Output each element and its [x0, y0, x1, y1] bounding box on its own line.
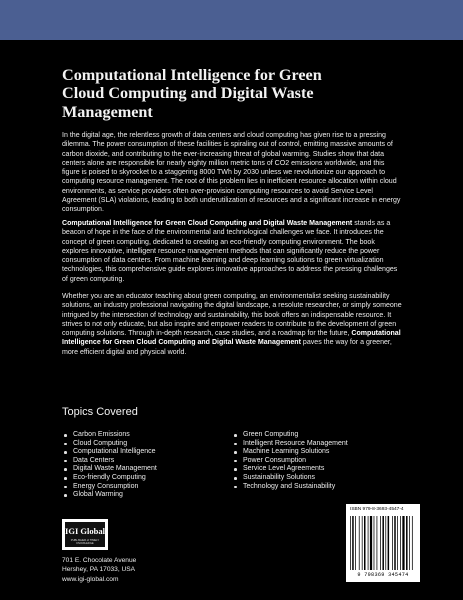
paragraph-1-text: In the digital age, the relentless growth of data centers and cloud computing has given rise to a pressing dilemma. The power consumption of these facilities is spiraling out of control, emitting massive amounts of carbon dioxide, and contributing to the ever-increasing threat of global warming. Studies show that data centers alone are responsible for nearly eighty million metric tons of CO2 emissions worldwide, and this figure is poised to skyrocket to a staggering 8000 TWh by 2030 unless we revolutionize our approach to computing resource management. The root of this problem lies in inefficient resource allocation within cloud environments, as service providers often over-provision computing resources to avoid Service Level Agreement (SLA) violations, leading to both underutilization of resources and a significant increase in energy consumption.: [62, 132, 401, 214]
barcode-bar: [397, 516, 398, 570]
barcode-panel: [346, 504, 420, 582]
barcode-bar: [382, 516, 384, 570]
barcode-bar: [385, 516, 386, 570]
barcode-icon: [350, 516, 416, 571]
barcode-number: 9 798369 345474: [357, 572, 409, 578]
barcode-bar: [388, 516, 390, 570]
logo-background: [65, 522, 105, 547]
topic-item: Energy Consumption: [62, 483, 157, 492]
logo-tagline: PUBLISHER of TIMELY KNOWLEDGE: [70, 539, 100, 546]
topic-item: Power Consumption: [232, 457, 348, 466]
barcode-bar: [374, 516, 375, 570]
title-line-2: Cloud Computing and Digital Waste: [62, 84, 314, 103]
address-city: Hershey, PA 17033, USA: [62, 566, 136, 574]
topic-item: Cloud Computing: [62, 440, 157, 449]
isbn-label: ISBN 979-8-3693-4547-4: [350, 507, 404, 512]
topic-item: Green Computing: [232, 431, 348, 440]
topic-item: Computational Intelligence: [62, 448, 157, 457]
publisher-website[interactable]: www.igi-global.com: [62, 575, 119, 583]
paragraph-2-body: stands as a beacon of hope in the face of the environmental and technological challenges we face. It introduces the concept of green computing, dedicated to creating an eco-friendly computing environment. The book explores innovative, intelligent resource management methods that can significantly reduce the power consumption of data centers. From machine learning and deep learning solutions to green virtualization technologies, this comprehensive guide explores innovative approaches to address the pressing challenges of green computing.: [62, 220, 398, 283]
topic-item: Technology and Sustainability: [232, 483, 348, 492]
topic-item: Global Warming: [62, 491, 157, 500]
barcode-bar: [377, 516, 378, 570]
publisher-address: [62, 556, 136, 584]
barcode-bar: [370, 516, 372, 570]
topic-item: Carbon Emissions: [62, 431, 157, 440]
topics-heading: Topics Covered: [62, 406, 138, 418]
barcode-bar: [409, 516, 410, 570]
description-paragraph-1: [62, 131, 402, 215]
barcode-bar: [400, 516, 401, 570]
topic-item: Sustainability Solutions: [232, 474, 348, 483]
publisher-logo: [62, 519, 108, 550]
barcode-bar: [402, 516, 404, 570]
logo-name: IGI Global: [65, 526, 105, 536]
topic-item: Data Centers: [62, 457, 157, 466]
description-paragraph-2: [62, 219, 402, 284]
description-paragraph-3: [62, 292, 402, 357]
topic-item: Intelligent Resource Management: [232, 440, 348, 449]
barcode-bar: [406, 516, 408, 570]
paragraph-3-start: Whether you are an educator teaching about green computing, an environmentalist seeking sustainability solutions, an industry professional navigating the digital landscape, a resolute researcher, or simply someone intrigued by the intersection of technology and sustainability, this book offers an indispensable resource. It strives to not only educate, but also inspire and empower readers to contribute to the development of green computing solutions. Through in-depth research, case studies, and a roadmap for the future,: [62, 293, 402, 338]
topic-item: Service Level Agreements: [232, 465, 348, 474]
topic-item: Eco-friendly Computing: [62, 474, 157, 483]
barcode-bar: [380, 516, 381, 570]
barcode-bar: [394, 516, 396, 570]
barcode-bar: [392, 516, 393, 570]
paragraph-3-text: [62, 292, 402, 357]
topics-list-left: [62, 431, 157, 500]
paragraph-2-book-title: Computational Intelligence for Green Cloud Computing and Digital Waste Management: [62, 220, 353, 227]
address-street: 701 E. Chocolate Avenue: [62, 557, 137, 564]
topics-list-right: [232, 431, 348, 491]
barcode-bar: [352, 516, 354, 570]
barcode-bar: [359, 516, 360, 570]
barcode-bar: [362, 516, 363, 570]
topic-item: Machine Learning Solutions: [232, 448, 348, 457]
paragraph-3-book-title: Computational Intelligence for Green Cloud Computing and Digital Waste Management: [62, 330, 401, 347]
barcode-bar: [364, 516, 366, 570]
paragraph-3-end: paves the way for a greener, more efficient digital and physical world.: [62, 339, 392, 356]
top-color-band: [0, 0, 463, 40]
title-line-3: Management: [62, 102, 153, 121]
barcode-bar: [412, 516, 413, 570]
title-line-1: Computational Intelligence for Green: [62, 66, 322, 84]
barcode-bar: [368, 516, 369, 570]
paragraph-2-text: [62, 219, 402, 284]
topic-item: Digital Waste Management: [62, 465, 157, 474]
barcode-bar: [350, 516, 351, 570]
barcode-bar: [355, 516, 356, 570]
book-title: [62, 66, 422, 121]
